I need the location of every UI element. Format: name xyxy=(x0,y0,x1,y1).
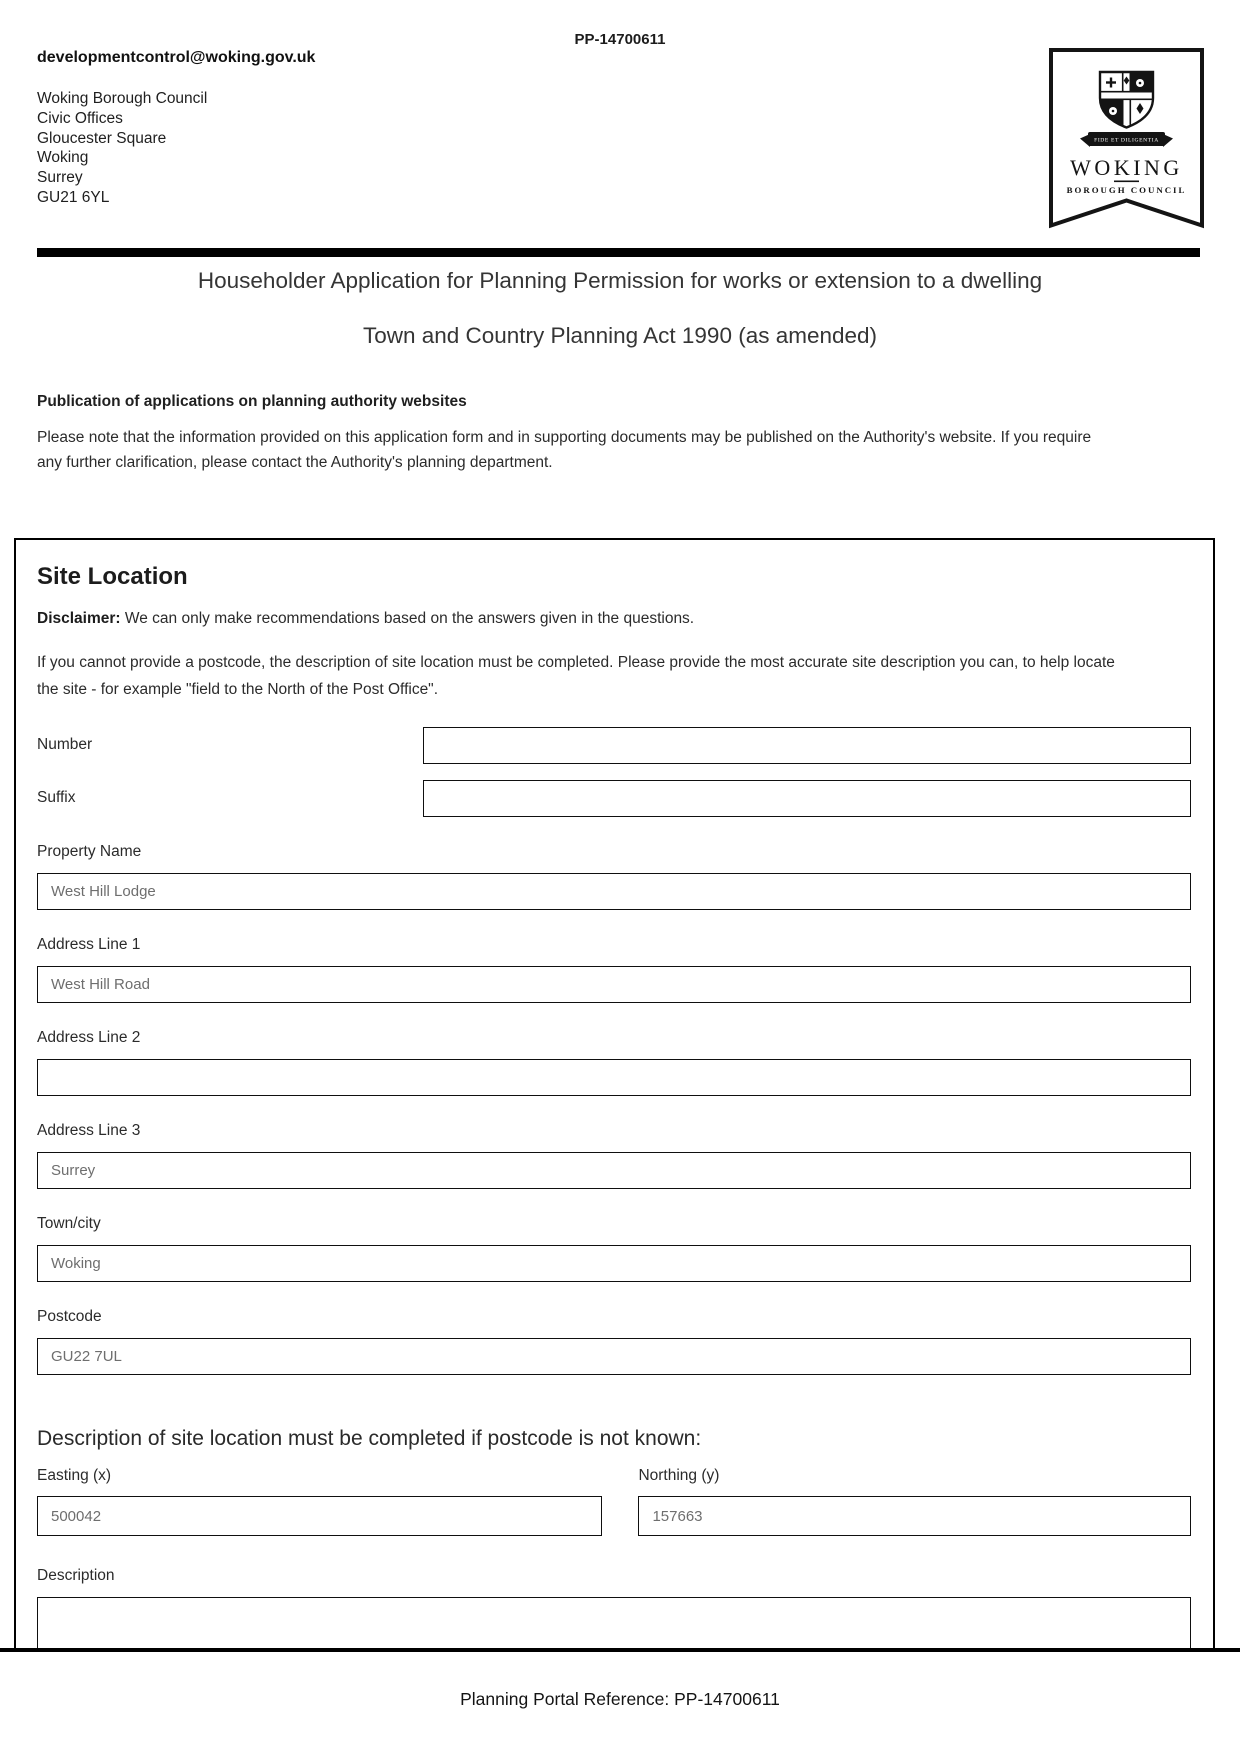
council-address xyxy=(37,89,207,208)
address-line-2-label: Address Line 2 xyxy=(37,1029,141,1046)
postcode-input[interactable] xyxy=(37,1338,1191,1375)
address-line-3-input[interactable] xyxy=(37,1152,1191,1189)
disclaimer-text: Disclaimer: We can only make recommendations based on the answers given in the questions. xyxy=(37,610,695,627)
address-line: Woking xyxy=(37,149,89,167)
number-label: Number xyxy=(37,736,93,753)
suffix-input[interactable] xyxy=(423,780,1191,817)
number-input[interactable] xyxy=(423,727,1191,764)
address-line: Civic Offices xyxy=(37,109,123,127)
page-header xyxy=(0,0,1240,248)
motto-scroll xyxy=(1080,132,1173,147)
property-name-group xyxy=(37,843,1191,910)
address-line-3-group xyxy=(37,1122,1191,1189)
description-textarea[interactable] xyxy=(37,1597,1191,1648)
address-line: Gloucester Square xyxy=(37,129,167,147)
council-email: developmentcontrol@woking.gov.uk xyxy=(37,49,316,66)
easting-input[interactable] xyxy=(37,1496,602,1536)
form-title: Householder Application for Planning Permission for works or extension to a dwelling xyxy=(197,268,1043,293)
description-group xyxy=(37,1567,1191,1648)
address-line: GU21 6YL xyxy=(37,188,110,206)
number-field-row xyxy=(37,727,1191,764)
suffix-label: Suffix xyxy=(37,789,76,806)
property-name-input[interactable] xyxy=(37,873,1191,910)
address-line-2-group xyxy=(37,1029,1191,1096)
header-divider-bar xyxy=(37,248,1200,257)
publication-body: Please note that the information provided on this application form and in supporting documents may be published on the Authority's website. If you require any further clarification, please contact the Authority's planning department. xyxy=(37,429,1092,471)
postcode-group xyxy=(37,1308,1191,1375)
logo-subtitle: BOROUGH COUNCIL xyxy=(1066,185,1187,195)
town-city-label: Town/city xyxy=(37,1215,101,1232)
planning-portal-reference-footer: Planning Portal Reference: PP-14700611 xyxy=(460,1689,780,1709)
address-line-3-label: Address Line 3 xyxy=(37,1122,141,1139)
site-location-intro: If you cannot provide a postcode, the description of site location must be completed. Please provide the most accurate site description you can, to help locate the site - for example "field to the North of the Post Office". xyxy=(37,654,1115,698)
town-city-group xyxy=(37,1215,1191,1282)
postcode-label: Postcode xyxy=(37,1308,102,1325)
page-break-line xyxy=(0,1648,1240,1652)
publication-heading: Publication of applications on planning authority websites xyxy=(37,393,467,410)
address-line: Surrey xyxy=(37,169,83,187)
coordinates-row xyxy=(37,1467,1191,1536)
woking-borough-council-logo xyxy=(1048,47,1205,230)
suffix-field-row xyxy=(37,780,1191,817)
logo-rule xyxy=(1114,181,1139,183)
section-heading: Site Location xyxy=(37,563,188,590)
property-name-label: Property Name xyxy=(37,843,142,860)
northing-label: Northing (y) xyxy=(638,1467,720,1484)
address-line-1-label: Address Line 1 xyxy=(37,936,141,953)
town-city-input[interactable] xyxy=(37,1245,1191,1282)
planning-portal-reference-top: PP-14700611 xyxy=(574,31,666,48)
address-line-1-input[interactable] xyxy=(37,966,1191,1003)
logo-motto: FIDE ET DILIGENTIA xyxy=(1094,137,1159,144)
disclaimer-label: Disclaimer: xyxy=(37,610,121,627)
address-line: Woking Borough Council xyxy=(37,90,208,107)
northing-input[interactable] xyxy=(638,1496,1191,1536)
address-line-2-input[interactable] xyxy=(37,1059,1191,1096)
description-requirement-heading: Description of site location must be completed if postcode is not known: xyxy=(37,1427,702,1450)
easting-group xyxy=(37,1467,602,1536)
northing-group xyxy=(638,1467,1191,1536)
form-subtitle: Town and Country Planning Act 1990 (as amended) xyxy=(362,323,878,348)
easting-label: Easting (x) xyxy=(37,1467,112,1484)
site-location-section xyxy=(14,538,1215,1648)
logo-name: WOKING xyxy=(1070,155,1183,180)
address-line-1-group xyxy=(37,936,1191,1003)
description-label: Description xyxy=(37,1567,115,1584)
